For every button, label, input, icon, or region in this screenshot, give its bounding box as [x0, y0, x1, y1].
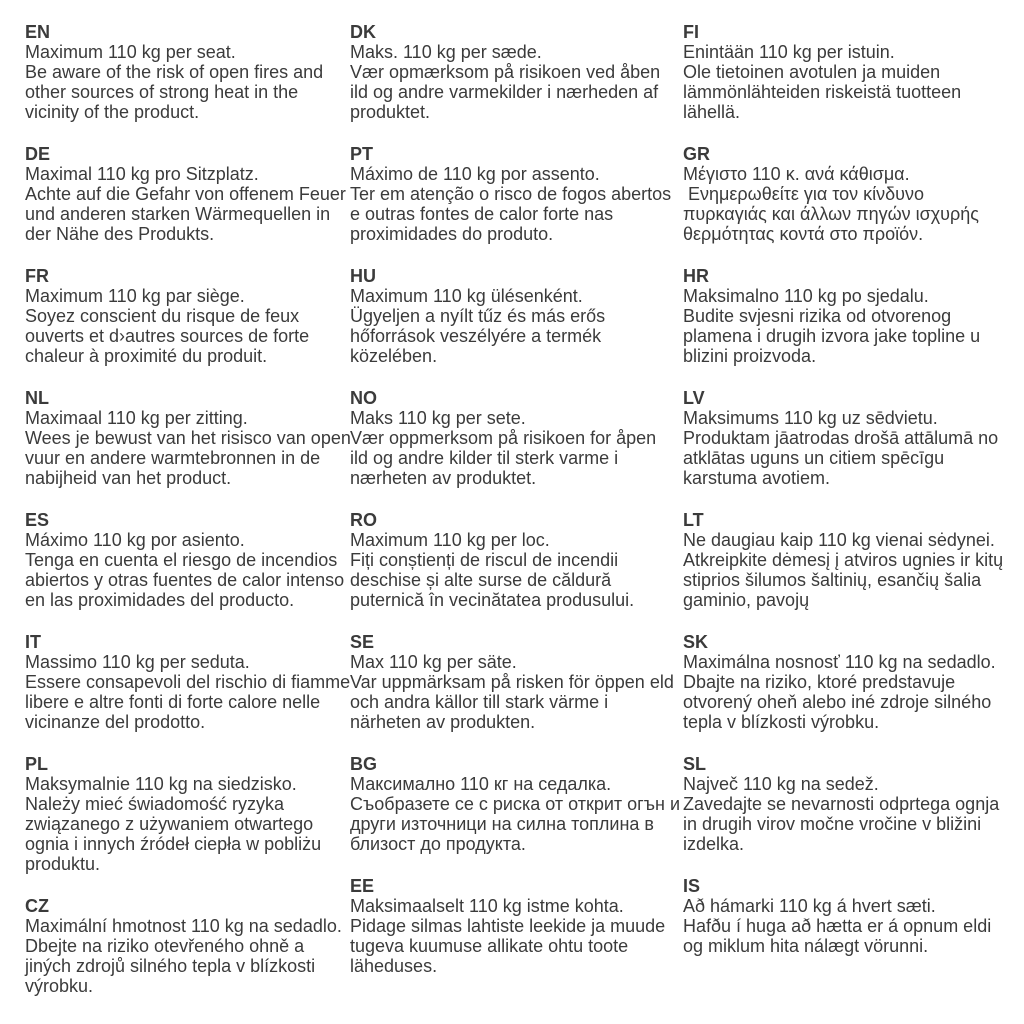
language-code: IS: [683, 876, 701, 896]
warning-text-line: közelében.: [350, 346, 438, 366]
language-block-sk: [683, 632, 999, 732]
warning-text-line: Максимално 110 кг на седалка.: [350, 774, 612, 794]
warning-text-line: Pidage silmas lahtiste leekide ja muude: [350, 916, 666, 936]
language-code: BG: [350, 754, 377, 774]
warning-text-line: chaleur à proximité du produit.: [25, 346, 268, 366]
language-code: LT: [683, 510, 704, 530]
warning-text-line: nabijheid van het product.: [25, 468, 232, 488]
language-code: GR: [683, 144, 710, 164]
warning-text-line: Maximum 110 kg ülésenként.: [350, 286, 583, 306]
warning-text-line: Maximaal 110 kg per zitting.: [25, 408, 248, 428]
language-block-no: [350, 388, 683, 488]
language-block-se: [350, 632, 683, 732]
warning-text-line: otvorený oheň alebo iné zdroje silného: [683, 692, 992, 712]
warning-text-line: lähellä.: [683, 102, 741, 122]
warning-text-line: výrobku.: [25, 976, 94, 996]
language-block-dk: [350, 22, 683, 122]
warning-text-line: Ενημερωθείτε για τον κίνδυνο: [683, 184, 925, 204]
language-code: DK: [350, 22, 376, 42]
warning-text-line: Ne daugiau kaip 110 kg vienai sėdynei.: [683, 530, 995, 550]
language-block-nl: [25, 388, 350, 488]
warning-text-line: Maximální hmotnost 110 kg na sedadlo.: [25, 916, 342, 936]
language-code: SL: [683, 754, 707, 774]
warning-text-line: Съобразете се с риска от открит огън и: [350, 794, 680, 814]
language-block-gr: [683, 144, 999, 244]
warning-text-line: plamena i drugih izvora jake topline u: [683, 326, 981, 346]
warning-text-line: πυρκαγιάς και άλλων πηγών ισχυρής: [683, 204, 979, 224]
language-column-2: [350, 22, 683, 1024]
warning-text-line: puternică în vecinătatea produsului.: [350, 590, 635, 610]
warning-text-line: proximidades do produto.: [350, 224, 554, 244]
language-block-fi: [683, 22, 999, 122]
language-code: SK: [683, 632, 709, 652]
warning-text-line: Maksimums 110 kg uz sēdvietu.: [683, 408, 938, 428]
warning-text-line: Be aware of the risk of open fires and: [25, 62, 324, 82]
warning-text-line: związanego z używaniem otwartego: [25, 814, 314, 834]
warning-text-line: Maximum 110 kg per seat.: [25, 42, 236, 62]
language-block-is: [683, 876, 999, 956]
warning-text-line: karstuma avotiem.: [683, 468, 831, 488]
language-code: HU: [350, 266, 376, 286]
warning-text-line: vicinity of the product.: [25, 102, 200, 122]
warning-text-line: en las proximidades del producto.: [25, 590, 295, 610]
warning-text-line: Maximálna nosnosť 110 kg na sedadlo.: [683, 652, 996, 672]
warning-text-line: lämmönlähteiden riskeistä tuotteen: [683, 82, 962, 102]
language-code: NL: [25, 388, 49, 408]
warning-text-line: other sources of strong heat in the: [25, 82, 299, 102]
warning-text-line: libere e altre fonti di forte calore nelle: [25, 692, 321, 712]
language-block-es: [25, 510, 350, 610]
language-block-en: [25, 22, 350, 122]
language-code: HR: [683, 266, 709, 286]
warning-text-line: atklātas uguns un citiem spēcīgu: [683, 448, 945, 468]
language-code: FI: [683, 22, 699, 42]
language-code: IT: [25, 632, 41, 652]
warning-text-line: Należy mieć świadomość ryzyka: [25, 794, 285, 814]
language-block-ro: [350, 510, 683, 610]
warning-text-line: Maksimalno 110 kg po sjedalu.: [683, 286, 929, 306]
warning-text-line: deschise și alte surse de căldură: [350, 570, 612, 590]
language-code: ES: [25, 510, 50, 530]
warning-text-line: Budite svjesni rizika od otvorenog: [683, 306, 952, 326]
language-code: PT: [350, 144, 374, 164]
warning-text-line: ild og andre kilder til sterk varme i: [350, 448, 619, 468]
warning-text-line: Maksimaalselt 110 kg istme kohta.: [350, 896, 624, 916]
warning-text-line: e outras fontes de calor forte nas: [350, 204, 614, 224]
language-column-3: [683, 22, 1004, 1024]
warning-text-line: jiných zdrojů silného tepla v blízkosti: [25, 956, 316, 976]
warning-text-line: närheten av produkten.: [350, 712, 536, 732]
warning-text-line: läheduses.: [350, 956, 438, 976]
language-code: NO: [350, 388, 377, 408]
warning-text-line: Að hámarki 110 kg á hvert sæti.: [683, 896, 936, 916]
language-block-it: [25, 632, 350, 732]
warning-text-line: Ole tietoinen avotulen ja muiden: [683, 62, 941, 82]
warning-text-line: Soyez conscient du risque de feux: [25, 306, 300, 326]
warning-text-line: abiertos y otras fuentes de calor intenso: [25, 570, 345, 590]
warning-text-line: vicinanze del prodotto.: [25, 712, 206, 732]
warning-text-line: Enintään 110 kg per istuin.: [683, 42, 895, 62]
warning-text-line: Dbejte na riziko otevřeného ohně a: [25, 936, 305, 956]
warning-text-line: Dbajte na riziko, ktoré predstavuje: [683, 672, 956, 692]
warning-text-line: und anderen starken Wärmequellen in: [25, 204, 331, 224]
language-code: EN: [25, 22, 51, 42]
warning-text-line: produktet.: [350, 102, 431, 122]
language-block-de: [25, 144, 350, 244]
warning-text-line: gaminio, pavojų: [683, 590, 810, 610]
warning-text-line: Máximo de 110 kg por assento.: [350, 164, 600, 184]
language-code: DE: [25, 144, 51, 164]
warning-text-line: Var uppmärksam på risken för öppen eld: [350, 672, 674, 692]
warning-text-line: Maximum 110 kg per loc.: [350, 530, 550, 550]
language-code: EE: [350, 876, 375, 896]
warning-text-line: vuur en andere warmtebronnen in de: [25, 448, 321, 468]
warning-text-line: Maksymalnie 110 kg na siedzisko.: [25, 774, 297, 794]
warning-text-line: izdelka.: [683, 834, 745, 854]
language-column-1: [25, 22, 350, 1024]
warning-text-line: Achte auf die Gefahr von offenem Feuer: [25, 184, 346, 204]
language-block-ee: [350, 876, 683, 976]
language-block-hr: [683, 266, 999, 366]
warning-text-line: Ter em atenção o risco de fogos abertos: [350, 184, 672, 204]
language-code: LV: [683, 388, 705, 408]
warning-text-line: Ügyeljen a nyílt tűz és más erős: [350, 306, 606, 326]
warning-text-line: in drugih virov močne vročine v bližini: [683, 814, 982, 834]
warning-text-line: Atkreipkite dėmesį į atviros ugnies ir kitų: [683, 550, 1004, 570]
warning-text-line: nærheten av produktet.: [350, 468, 537, 488]
language-block-lv: [683, 388, 999, 488]
warning-text-line: Največ 110 kg na sedež.: [683, 774, 879, 794]
language-block-pt: [350, 144, 683, 244]
language-code: PL: [25, 754, 49, 774]
warning-text-line: ouverts et d›autres sources de forte: [25, 326, 310, 346]
warning-text-line: produktu.: [25, 854, 101, 874]
warning-text-line: stiprios šilumos šaltinių, esančių šalia: [683, 570, 982, 590]
warning-text-line: Vær opmærksom på risikoen ved åben: [350, 62, 661, 82]
warning-text-line: Vær oppmerksom på risikoen for åpen: [350, 428, 657, 448]
warning-text-line: Produktam jāatrodas drošā attālumā no: [683, 428, 999, 448]
language-block-lt: [683, 510, 1004, 610]
language-code: RO: [350, 510, 377, 530]
warning-text-line: Wees je bewust van het risisco van open: [25, 428, 351, 448]
warning-text-line: og miklum hita nálægt vörunni.: [683, 936, 929, 956]
language-code: SE: [350, 632, 375, 652]
language-block-bg: [350, 754, 683, 854]
warning-text-line: Hafðu í huga að hætta er á opnum eldi: [683, 916, 992, 936]
warning-text-line: der Nähe des Produkts.: [25, 224, 215, 244]
warning-text-line: θερμότητας κοντά στο προϊόν.: [683, 224, 924, 244]
warning-text-line: Essere consapevoli del rischio di fiamme: [25, 672, 351, 692]
warning-text-line: Maks 110 kg per sete.: [350, 408, 526, 428]
warning-text-line: други източници на силна топлина в: [350, 814, 654, 834]
language-code: CZ: [25, 896, 49, 916]
warning-text-line: Maks. 110 kg per sæde.: [350, 42, 542, 62]
warning-text-line: Tenga en cuenta el riesgo de incendios: [25, 550, 338, 570]
language-block-pl: [25, 754, 350, 874]
language-block-hu: [350, 266, 683, 366]
warning-text-line: Máximo 110 kg por asiento.: [25, 530, 245, 550]
warning-text-line: och andra källor till stark värme i: [350, 692, 609, 712]
language-block-cz: [25, 896, 350, 996]
warning-text-line: Μέγιστο 110 κ. ανά κάθισμα.: [683, 164, 910, 184]
warning-text-line: Zavedajte se nevarnosti odprtega ognja: [683, 794, 1000, 814]
warning-text-line: ild og andre varmekilder i nærheden af: [350, 82, 659, 102]
warning-text-line: Maximal 110 kg pro Sitzplatz.: [25, 164, 259, 184]
language-block-sl: [683, 754, 999, 854]
language-code: FR: [25, 266, 49, 286]
warning-text-line: ognia i innych źródeł ciepła w pobliżu: [25, 834, 322, 854]
warning-text-line: tugeva kuumuse allikate ohtu toote: [350, 936, 629, 956]
warning-text-line: Fiți conștienți de riscul de incendii: [350, 550, 619, 570]
warning-text-line: Maximum 110 kg par siège.: [25, 286, 245, 306]
warning-text-line: hőforrások veszélyére a termék: [350, 326, 602, 346]
warning-text-line: Massimo 110 kg per seduta.: [25, 652, 250, 672]
warning-text-line: близост до продукта.: [350, 834, 526, 854]
language-block-fr: [25, 266, 350, 366]
warning-text-line: Max 110 kg per säte.: [350, 652, 517, 672]
warning-text-line: tepla v blízkosti výrobku.: [683, 712, 880, 732]
warning-text-line: blizini proizvoda.: [683, 346, 817, 366]
